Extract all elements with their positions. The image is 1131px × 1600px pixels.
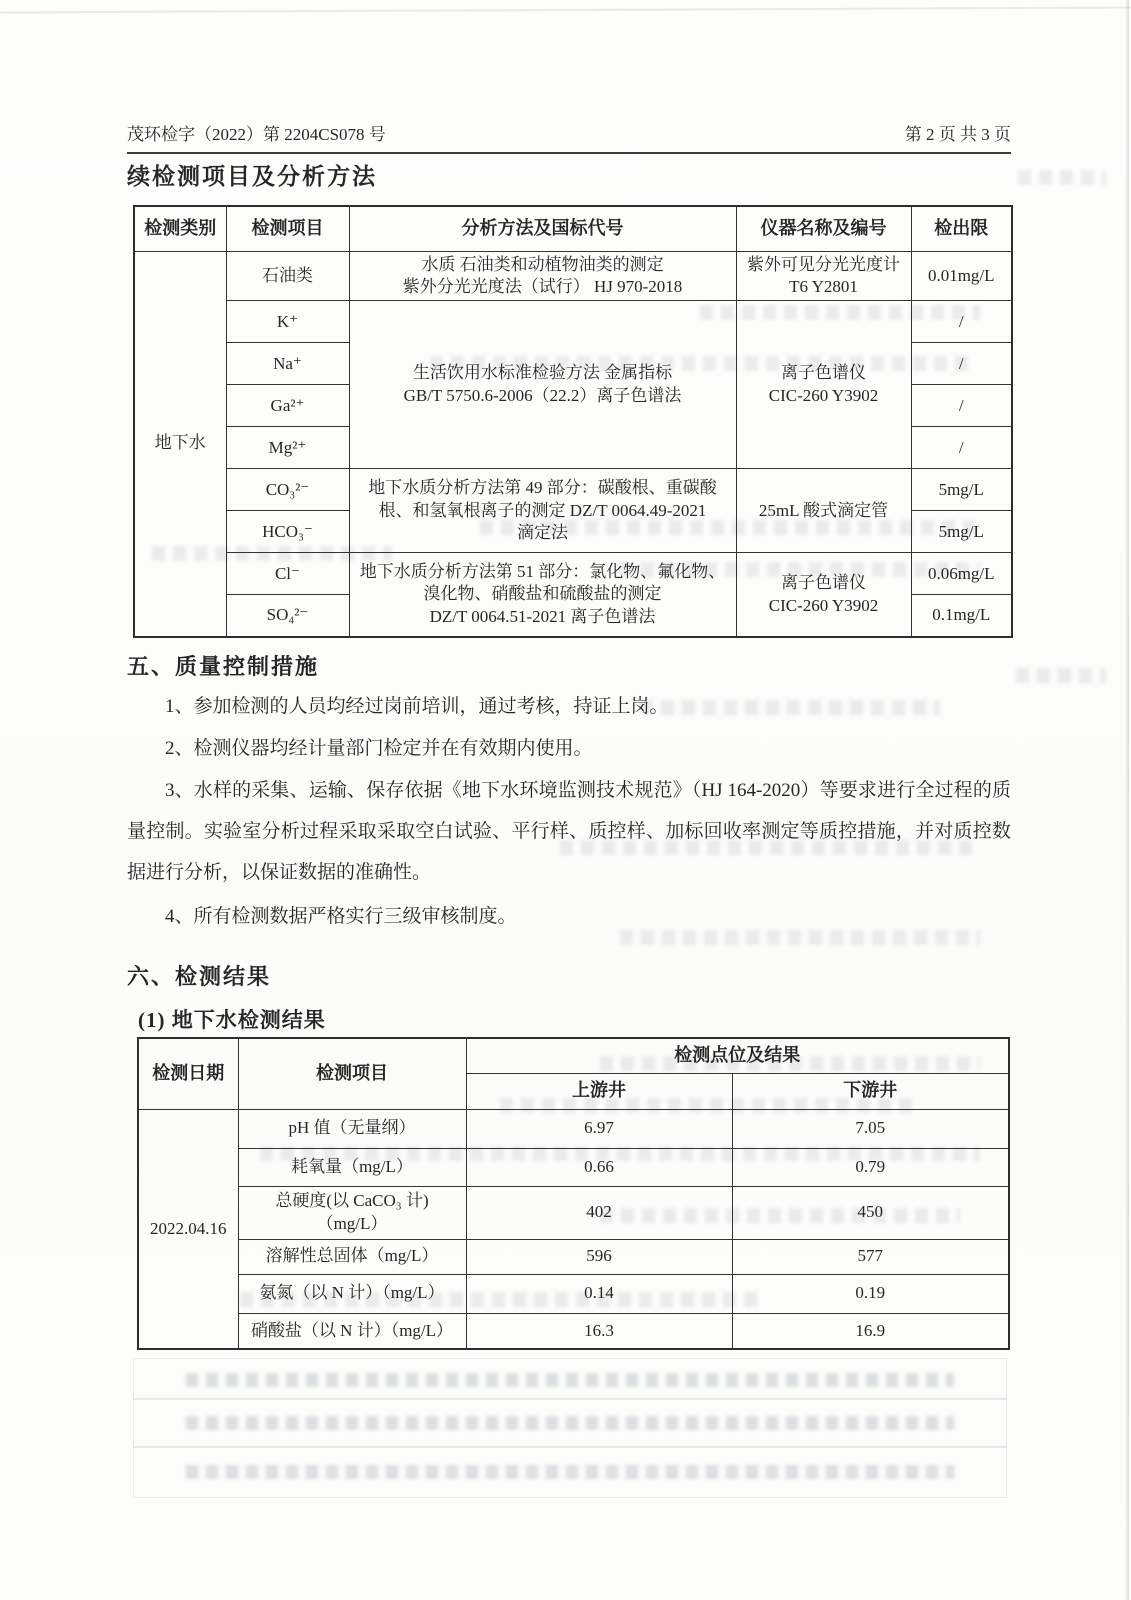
method-cell: 生活饮用水标准检验方法 金属指标 GB/T 5750.6-2006（22.2）离子色谱法 [349, 301, 736, 469]
col-header-points-group: 检测点位及结果 [466, 1038, 1009, 1073]
col-header-category: 检测类别 [134, 206, 226, 251]
col-header-item: 检测项目 [226, 206, 349, 251]
item-cell: Na⁺ [226, 343, 349, 385]
item-cell: Cl⁻ [226, 553, 349, 595]
limit-cell: 5mg/L [911, 469, 1012, 511]
bleedthrough-row [133, 1358, 1007, 1400]
limit-cell: 0.06mg/L [911, 553, 1012, 595]
table-row [134, 301, 1012, 343]
downstream-value: 16.9 [732, 1313, 1009, 1349]
bleedthrough-artifact [1016, 668, 1106, 683]
methods-table [133, 205, 1013, 638]
upstream-value: 0.66 [466, 1148, 732, 1186]
col-header-downstream-well: 下游井 [732, 1073, 1009, 1109]
qc-paragraph-1: 1、参加检测的人员均经过岗前培训，通过考核，持证上岗。 [165, 696, 669, 717]
downstream-value: 577 [732, 1239, 1009, 1274]
table-row [138, 1313, 1009, 1349]
limit-cell: 0.1mg/L [911, 595, 1012, 637]
method-cell: 地下水质分析方法第 51 部分：氯化物、氟化物、 溴化物、硝酸盐和硫酸盐的测定 DZ/T 0064.51-2021 离子色谱法 [349, 553, 736, 637]
item-cell: 耗氧量（mg/L） [238, 1148, 466, 1186]
col-header-detection-limit: 检出限 [911, 206, 1012, 251]
col-header-item: 检测项目 [238, 1038, 466, 1109]
table-row [138, 1186, 1009, 1239]
table-row [134, 251, 1012, 301]
bleedthrough-row [133, 1446, 1007, 1498]
limit-cell: / [911, 301, 1012, 343]
downstream-value: 450 [732, 1186, 1009, 1239]
instrument-cell: 25mL 酸式滴定管 [736, 469, 911, 553]
section-title-results: 六、检测结果 [127, 964, 272, 989]
scan-edge-artifact [0, 7, 1131, 14]
col-header-date: 检测日期 [138, 1038, 238, 1109]
upstream-value: 402 [466, 1186, 732, 1239]
upstream-value: 0.14 [466, 1274, 732, 1313]
subsection-title-groundwater: (1) 地下水检测结果 [138, 1008, 326, 1032]
limit-cell: / [911, 343, 1012, 385]
category-cell: 地下水 [134, 251, 226, 637]
table-row [138, 1109, 1009, 1148]
qc-paragraph-4: 4、所有检测数据严格实行三级审核制度。 [165, 906, 517, 927]
results-header-row-1 [138, 1038, 1009, 1073]
item-cell: HCO₃⁻ [226, 511, 349, 553]
item-cell: SO₄²⁻ [226, 595, 349, 637]
item-cell: 氨氮（以 N 计）（mg/L） [238, 1274, 466, 1313]
scan-edge-shadow [1125, 0, 1129, 1600]
item-cell: CO₃²⁻ [226, 469, 349, 511]
downstream-value: 7.05 [732, 1109, 1009, 1148]
table-row [138, 1148, 1009, 1186]
qc-paragraph-2: 2、检测仪器均经计量部门检定并在有效期内使用。 [165, 738, 593, 759]
upstream-value: 6.97 [466, 1109, 732, 1148]
instrument-cell: 紫外可见分光光度计 T6 Y2801 [736, 251, 911, 301]
limit-cell: / [911, 385, 1012, 427]
downstream-value: 0.79 [732, 1148, 1009, 1186]
downstream-value: 0.19 [732, 1274, 1009, 1313]
table-row [138, 1239, 1009, 1274]
limit-cell: 0.01mg/L [911, 251, 1012, 301]
method-cell: 水质 石油类和动植物油类的测定 紫外分光光度法（试行） HJ 970-2018 [349, 251, 736, 301]
document-number: 茂环检字（2022）第 2204CS078 号 [127, 125, 386, 144]
item-cell: 总硬度(以 CaCO₃ 计) （mg/L） [238, 1186, 466, 1239]
item-cell: Ga²⁺ [226, 385, 349, 427]
instrument-cell: 离子色谱仪 CIC-260 Y3902 [736, 301, 911, 469]
item-cell: 溶解性总固体（mg/L） [238, 1239, 466, 1274]
limit-cell: 5mg/L [911, 511, 1012, 553]
col-header-upstream-well: 上游井 [466, 1073, 732, 1109]
section-title-continued-methods: 续检测项目及分析方法 [127, 163, 377, 189]
col-header-instrument: 仪器名称及编号 [736, 206, 911, 251]
table-row [134, 469, 1012, 511]
col-header-method: 分析方法及国标代号 [349, 206, 736, 251]
bleedthrough-row [133, 1398, 1007, 1448]
bleedthrough-artifact [1018, 170, 1106, 185]
section-title-qc: 五、质量控制措施 [127, 654, 320, 679]
method-cell: 地下水质分析方法第 49 部分：碳酸根、重碳酸 根、和氢氧根离子的测定 DZ/T 0064.49-2021 滴定法 [349, 469, 736, 553]
methods-table-header-row [134, 206, 1012, 251]
page-indicator: 第 2 页 共 3 页 [904, 125, 1011, 144]
item-cell: pH 值（无量纲） [238, 1109, 466, 1148]
item-cell: 硝酸盐（以 N 计）（mg/L） [238, 1313, 466, 1349]
instrument-cell: 离子色谱仪 CIC-260 Y3902 [736, 553, 911, 637]
groundwater-results-table [137, 1037, 1010, 1350]
item-cell: Mg²⁺ [226, 427, 349, 469]
qc-paragraph-3: 3、水样的采集、运输、保存依据《地下水环境监测技术规范》（HJ 164-2020）等要求进行全过程的质量控制。实验室分析过程采取采取空白试验、平行样、质控样、加标回收率测定等质控措施，并对质控数据进行分析，以保证数据的准确性。 [127, 780, 1011, 883]
page-header [127, 120, 1011, 154]
item-cell: 石油类 [226, 251, 349, 301]
date-cell: 2022.04.16 [138, 1109, 238, 1349]
table-row [138, 1274, 1009, 1313]
upstream-value: 16.3 [466, 1313, 732, 1349]
limit-cell: / [911, 427, 1012, 469]
upstream-value: 596 [466, 1239, 732, 1274]
item-cell: K⁺ [226, 301, 349, 343]
table-row [134, 553, 1012, 595]
